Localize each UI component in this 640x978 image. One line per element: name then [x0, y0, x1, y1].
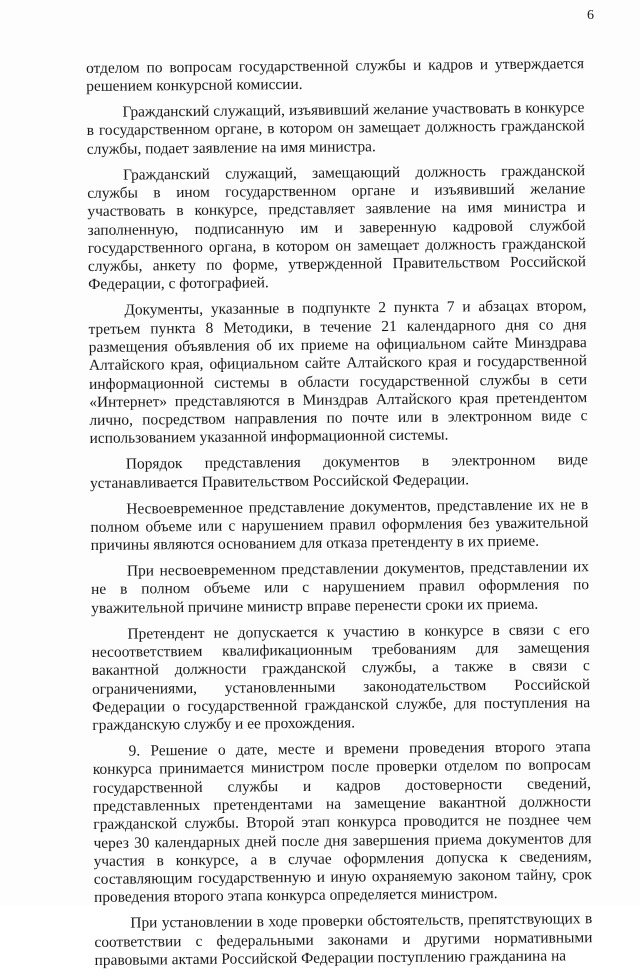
document-body: [86, 55, 593, 978]
page-number: 6: [587, 8, 594, 23]
paragraph-application-other-body: Гражданский служащий, замещающий должность гражданской службы в ином государственном органе и изъявивший желание участвовать в конкурсе, представляет заявление на имя министра и заполненную, подписанную им и заверенную кадровой службой государственного органа, в котором он замещает должность гражданской службы, анкету по форме, утвержденной Правительством Российской Федерации, с фотографией.: [87, 161, 587, 294]
paragraph-electronic-procedure: Порядок представления документов в электронном виде устанавливается Правительством Российской Федерации.: [89, 451, 588, 492]
paragraph-document-submission: Документы, указанные в подпункте 2 пункта 7 и абзацах втором, третьем пункта 8 Методики, в течение 21 календарного дня со дня размещения объявления об их приеме на официальном сайте Минздрава Алтайского края, официальном сайте Алтайского края и государственной информационной системы в области государственной службы в сети «Интернет» представляются в Минздрав Алтайского края претендентом лично, посредством направления по почте или в электронном виде с использованием указанной информационной системы.: [88, 297, 588, 448]
paragraph-verification-obstacles: При установлении в ходе проверки обстоятельств, препятствующих в соответствии с федеральными законами и другими нормативными правовыми актами Российской Федерации поступлению гражданина на: [94, 910, 593, 969]
paragraph-item-9-second-stage: 9. Решение о дате, месте и времени проведения второго этапа конкурса принимается министром после проверки отделом по вопросам государственной службы и кадров достоверности сведений, представленных претендентами на замещение вакантной должности гражданской службы. Второй этап конкурса проводится не позднее чем через 30 календарных дней после дня завершения приема документов для участия в конкурсе, а в случае оформления допуска к сведениям, составляющим государственную и иную охраняемую законом тайну, срок проведения второго этапа конкурса определяется министром.: [92, 738, 592, 907]
paragraph-late-submission-refusal: Несвоевременное представление документов, представление их не в полном объеме или с нарушением правил оформления без уважительной причины являются основанием для отказа претенденту в их приеме.: [90, 495, 589, 555]
paragraph-late-submission-extension: При несвоевременном представлении документов, представлении их не в полном объеме или с нарушением правил оформления по уважительной причине министр вправе перенести сроки их приема.: [91, 558, 590, 617]
paragraph-continuation: отделом по вопросам государственной службы и кадров и утверждается решением конкурсной комиссии.: [86, 55, 585, 96]
paragraph-admission-restrictions: Претендент не допускается к участию в конкурсе в связи с его несоответствием квалификационным требованиям для замещения вакантной должности гражданской службы, а также в связи с ограничениями, установленными законодательством Российской Федерации о государственной гражданской службе, для поступления на гражданскую службу и ее прохождения.: [91, 620, 591, 735]
paragraph-application-same-body: Гражданский служащий, изъявивший желание участвовать в конкурсе в государственном органе, в котором он замещает должность гражданской службы, подает заявление на имя министра.: [86, 99, 585, 158]
